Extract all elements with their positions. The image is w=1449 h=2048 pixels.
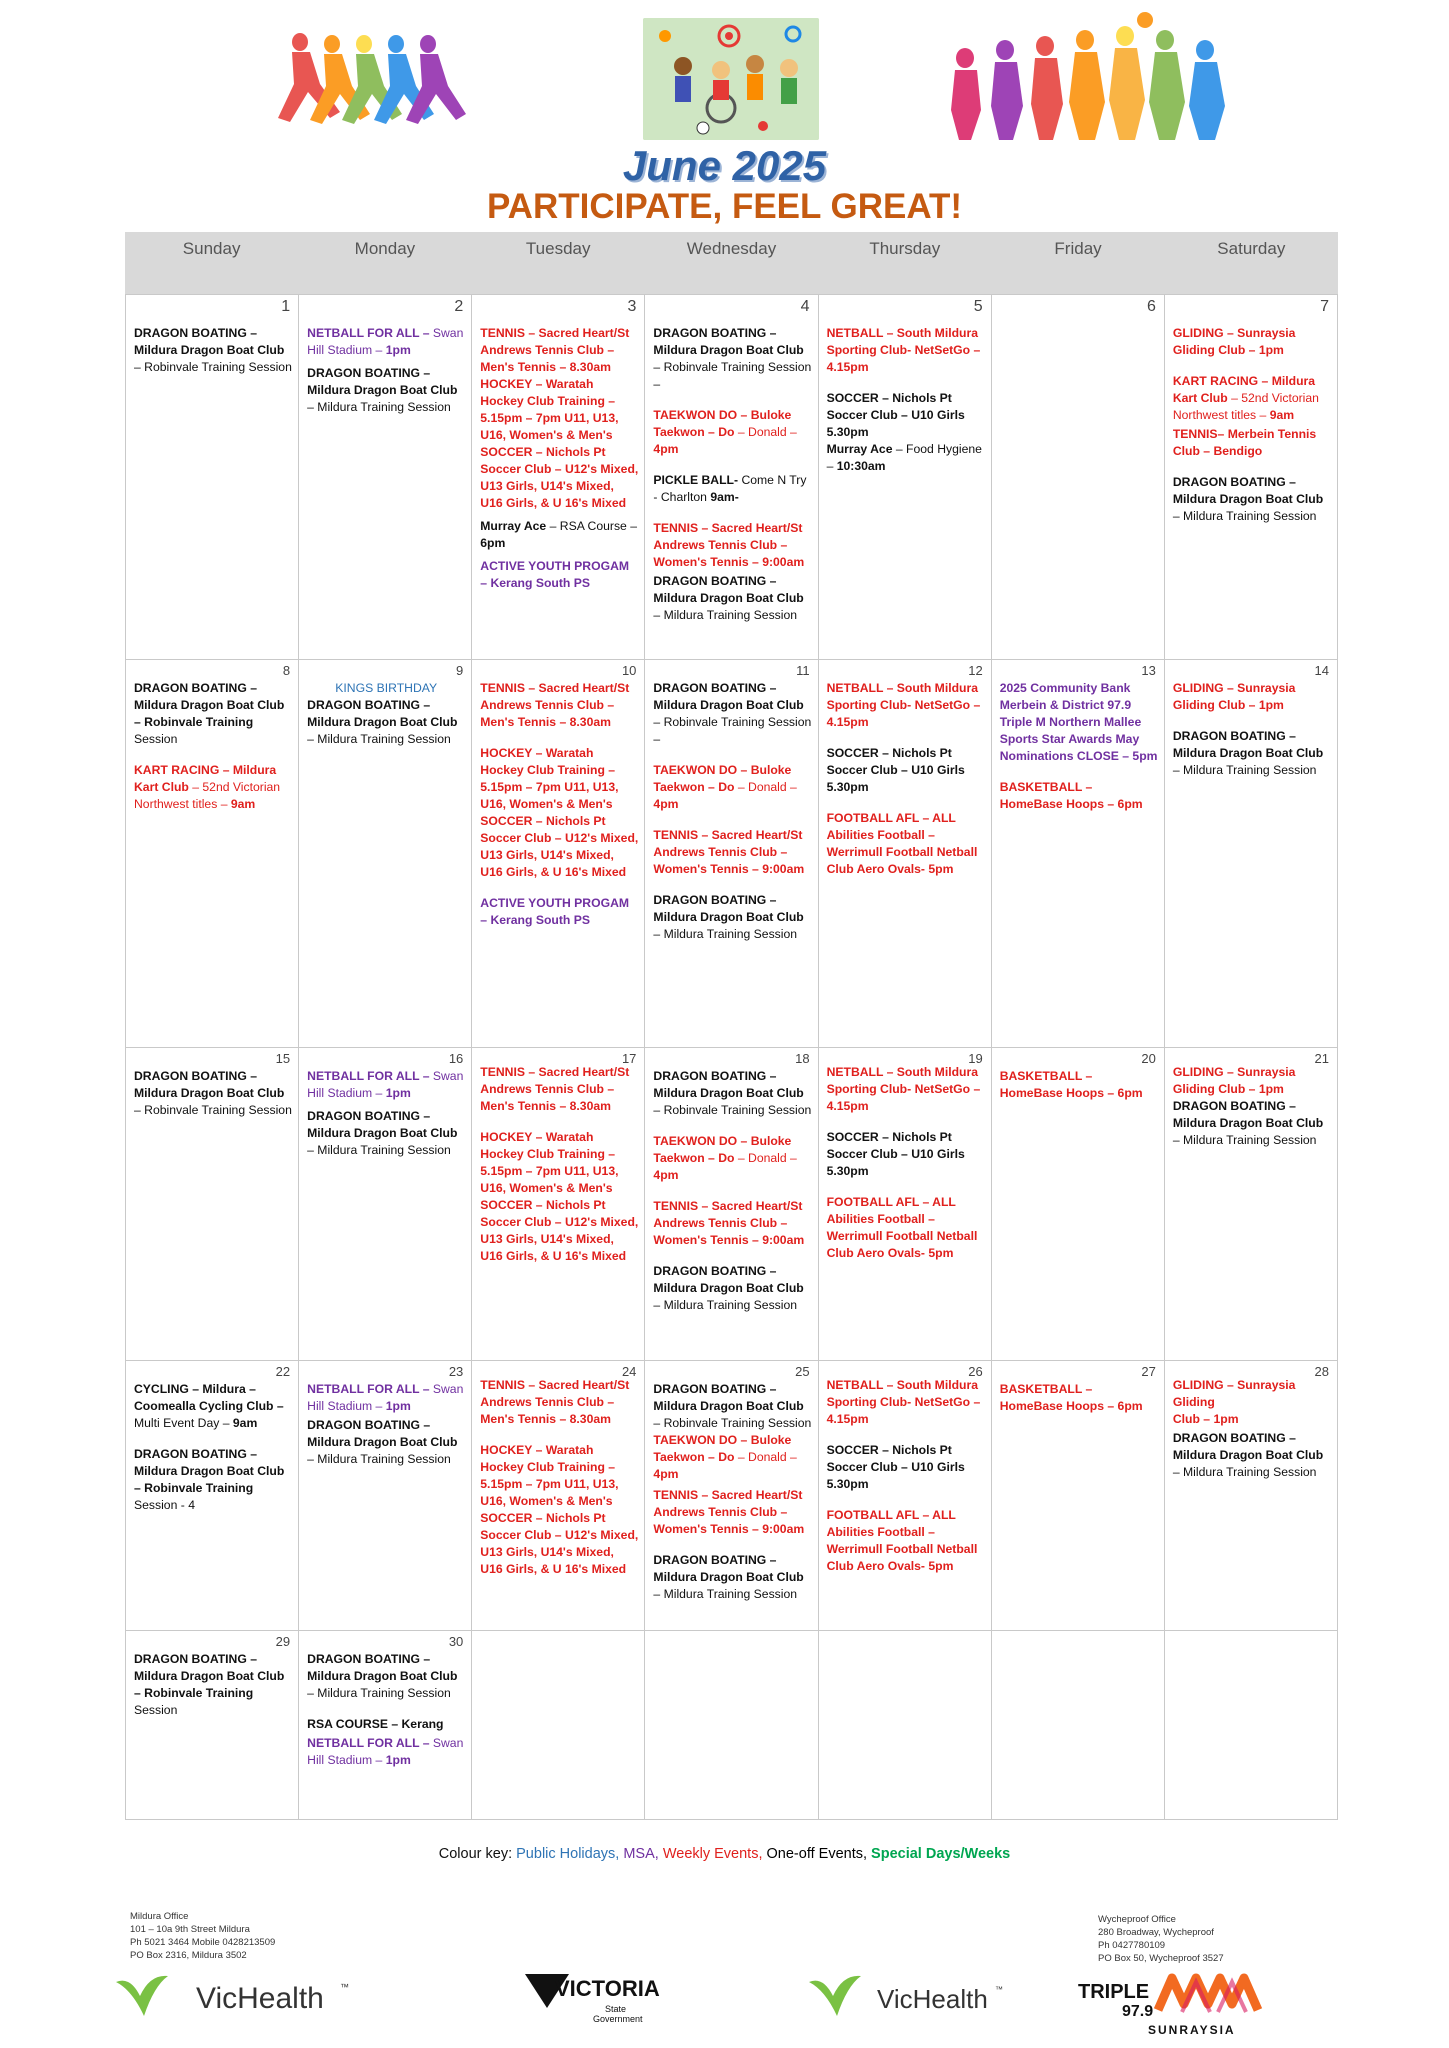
day-cell bbox=[991, 1048, 1164, 1360]
event: NETBALL FOR ALL – Swan Hill Stadium – 1pm bbox=[307, 1069, 464, 1100]
day-cell bbox=[644, 1048, 817, 1360]
day-cell bbox=[818, 295, 991, 659]
day-number: 12 bbox=[968, 663, 983, 678]
weekday-wednesday: Wednesday bbox=[686, 239, 777, 258]
vichealth-logo-2 bbox=[805, 1968, 1005, 2028]
key-msa: MSA, bbox=[619, 1846, 659, 1862]
svg-text:Government: Government bbox=[593, 2014, 643, 2024]
event: TENNIS – Sacred Heart/St Andrews Tennis Club – Women's Tennis – 9:00am bbox=[653, 1488, 805, 1536]
event: NETBALL – South Mildura Sporting Club- NetSetGo – 4.15pm bbox=[826, 326, 981, 374]
week-row bbox=[125, 659, 1338, 1047]
event: BASKETBALL – HomeBase Hoops – 6pm bbox=[999, 1382, 1143, 1413]
day-cell bbox=[991, 1361, 1164, 1630]
event: NETBALL FOR ALL – Swan Hill Stadium – 1pm bbox=[307, 326, 464, 357]
triple-m-sunraysia-logo bbox=[1078, 1968, 1303, 2038]
mildura-office-address: Mildura Office 101 – 10a 9th Street Mildura Ph 5021 3464 Mobile 0428213509 PO Box 2316, Mildura 3502 bbox=[130, 1911, 276, 1961]
event: FOOTBALL AFL – ALL Abilities Football – Werrimull Football Netball Club Aero Ovals- 5pm bbox=[826, 811, 978, 876]
event: GLIDING – Sunraysia Gliding Club – 1pm bbox=[1172, 681, 1296, 712]
weekday-sunday: Sunday bbox=[182, 239, 241, 258]
event: DRAGON BOATING – Mildura Dragon Boat Club – Mildura Training Session bbox=[307, 366, 458, 414]
event: DRAGON BOATING – Mildura Dragon Boat Club – Mildura Training Session bbox=[653, 1264, 804, 1312]
day-number: 15 bbox=[275, 1051, 291, 1066]
event: DRAGON BOATING – Mildura Dragon Boat Club – Mildura Training Session bbox=[307, 1652, 458, 1700]
day-cell bbox=[818, 1361, 991, 1630]
event: DRAGON BOATING – Mildura Dragon Boat Club – Mildura Training Session bbox=[307, 1109, 458, 1157]
event: FOOTBALL AFL – ALL Abilities Football – Werrimull Football Netball Club Aero Ovals- 5pm bbox=[826, 1508, 978, 1573]
event: Murray Ace – RSA Course – 6pm bbox=[480, 519, 637, 550]
day-cell bbox=[1164, 1048, 1338, 1360]
day-number: 17 bbox=[621, 1051, 637, 1066]
header bbox=[0, 0, 1449, 232]
event: SOCCER – Nichols Pt Soccer Club – U10 Girls 5.30pm bbox=[826, 391, 965, 439]
weekday-saturday: Saturday bbox=[1217, 239, 1286, 258]
day-cell bbox=[644, 1631, 817, 1819]
day-number: 26 bbox=[968, 1364, 983, 1379]
event: NETBALL FOR ALL – Swan Hill Stadium – 1pm bbox=[307, 1382, 464, 1413]
event: HOCKEY – Waratah Hockey Club Training – 5.15pm – 7pm U11, U13, U16, Women's & Men's SOCCER – Nichols Pt Soccer Club – U12's Mixed, U13 Girls, U14's Mixed, U16 Girls, & U 16's Mixed bbox=[480, 746, 639, 879]
svg-text:SUNRAYSIA: SUNRAYSIA bbox=[1148, 2023, 1236, 2037]
weekday-thursday: Thursday bbox=[869, 239, 941, 258]
event: DRAGON BOATING – Mildura Dragon Boat Club – Mildura Training Session bbox=[1172, 1099, 1324, 1147]
day-cell bbox=[298, 660, 471, 1047]
key-public-holidays: Public Holidays, bbox=[516, 1846, 620, 1862]
day-cell bbox=[298, 1361, 471, 1630]
event: GLIDING – Sunraysia Gliding Club – 1pm bbox=[1172, 326, 1296, 357]
day-number: 16 bbox=[448, 1051, 464, 1066]
week-row bbox=[125, 1360, 1338, 1630]
day-number: 8 bbox=[282, 663, 291, 678]
week-row bbox=[125, 294, 1338, 659]
event: KART RACING – Mildura Kart Club – 52nd Victorian Northwest titles – 9am bbox=[1172, 374, 1319, 422]
event: NETBALL – South Mildura Sporting Club- NetSetGo – 4.15pm bbox=[826, 1065, 981, 1113]
day-number: 23 bbox=[448, 1364, 464, 1379]
event: ACTIVE YOUTH PROGAM – Kerang South PS bbox=[480, 559, 630, 590]
day-number: 18 bbox=[795, 1051, 810, 1066]
colour-key bbox=[0, 1846, 1449, 1862]
day-number: 5 bbox=[973, 298, 983, 315]
event: TAEKWON DO – Buloke Taekwon – Do – Donald – 4pm bbox=[653, 1433, 797, 1481]
event: DRAGON BOATING – Mildura Dragon Boat Club – Mildura Training Session bbox=[653, 1553, 804, 1601]
event: SOCCER – Nichols Pt Soccer Club – U10 Girls 5.30pm bbox=[826, 1443, 965, 1491]
day-number: 4 bbox=[800, 298, 810, 315]
day-number: 28 bbox=[1314, 1364, 1329, 1379]
day-number: 13 bbox=[1141, 663, 1156, 678]
event: SOCCER – Nichols Pt Soccer Club – U12's Mixed, U13 Girls, U14's Mixed, U16 Girls, & U 16's Mixed bbox=[480, 445, 639, 510]
day-number: 24 bbox=[621, 1364, 637, 1379]
day-cell bbox=[125, 660, 298, 1047]
day-cell bbox=[644, 660, 817, 1047]
day-cell bbox=[644, 1361, 817, 1630]
event: TENNIS – Sacred Heart/St Andrews Tennis Club – Men's Tennis – 8.30am bbox=[480, 326, 630, 374]
event: DRAGON BOATING – Mildura Dragon Boat Club – Mildura Training Session bbox=[1172, 1431, 1324, 1479]
event: BASKETBALL – HomeBase Hoops – 6pm bbox=[999, 1069, 1143, 1100]
event: DRAGON BOATING – Mildura Dragon Boat Club – Robinvale Training Session – bbox=[653, 681, 812, 746]
event: DRAGON BOATING – Mildura Dragon Boat Club – Mildura Training Session bbox=[653, 893, 804, 941]
day-cell bbox=[1164, 660, 1338, 1047]
svg-text:™: ™ bbox=[995, 1985, 1003, 1994]
event: RSA COURSE – Kerang bbox=[307, 1717, 444, 1731]
event: TENNIS– Merbein Tennis Club – Bendigo bbox=[1172, 427, 1317, 458]
day-cell bbox=[471, 1361, 644, 1630]
event: TAEKWON DO – Buloke Taekwon – Do – Donald – 4pm bbox=[653, 763, 797, 811]
event: NETBALL FOR ALL – Swan Hill Stadium – 1pm bbox=[307, 1736, 464, 1767]
svg-text:VICTORIA: VICTORIA bbox=[555, 1976, 660, 2001]
event: TENNIS – Sacred Heart/St Andrews Tennis Club – Men's Tennis – 8.30am bbox=[480, 681, 630, 729]
day-cell bbox=[471, 295, 644, 659]
day-number: 11 bbox=[796, 663, 810, 678]
event: HOCKEY – Waratah Hockey Club Training – 5.15pm – 7pm U11, U13, U16, Women's & Men's SOCCER – Nichols Pt Soccer Club – U12's Mixed, U13 Girls, U14's Mixed, U16 Girls, & U 16's Mixed bbox=[480, 1130, 639, 1263]
event: SOCCER – Nichols Pt Soccer Club – U10 Girls 5.30pm bbox=[826, 746, 965, 794]
event: CYCLING – Mildura – Coomealla Cycling Club – Multi Event Day – 9am bbox=[134, 1382, 284, 1430]
day-cell bbox=[298, 1631, 471, 1819]
vichealth-logo bbox=[110, 1968, 360, 2028]
event: DRAGON BOATING – Mildura Dragon Boat Club – Mildura Training Session bbox=[653, 574, 804, 622]
event: TENNIS – Sacred Heart/St Andrews Tennis Club – Men's Tennis – 8.30am bbox=[480, 1378, 630, 1426]
event: GLIDING – Sunraysia Gliding Club – 1pm bbox=[1172, 1065, 1296, 1096]
day-cell bbox=[125, 1361, 298, 1630]
event: TENNIS – Sacred Heart/St Andrews Tennis Club – Women's Tennis – 9:00am bbox=[653, 828, 805, 876]
day-number: 3 bbox=[627, 298, 637, 315]
runners-silhouette-image bbox=[270, 22, 485, 152]
event: DRAGON BOATING – Mildura Dragon Boat Club – Robinvale Training Session bbox=[134, 1069, 292, 1117]
calendar bbox=[125, 232, 1338, 1825]
key-special-days: Special Days/Weeks bbox=[867, 1846, 1011, 1862]
svg-text:State: State bbox=[605, 2004, 627, 2014]
event: DRAGON BOATING – Mildura Dragon Boat Club – Robinvale Training Session - 4 bbox=[134, 1447, 285, 1512]
event: DRAGON BOATING – Mildura Dragon Boat Club – Robinvale Training Session bbox=[134, 681, 285, 746]
event: 2025 Community Bank Merbein & District 97.9 Triple M Northern Mallee Sports Star Awards May Nominations CLOSE – 5pm bbox=[999, 681, 1158, 763]
day-cell bbox=[471, 1048, 644, 1360]
slogan: PARTICIPATE, FEEL GREAT! bbox=[486, 187, 963, 226]
event: NETBALL – South Mildura Sporting Club- NetSetGo – 4.15pm bbox=[826, 1378, 981, 1426]
event: GLIDING – Sunraysia Gliding Club – 1pm bbox=[1172, 1378, 1296, 1426]
day-cell bbox=[818, 1048, 991, 1360]
event: KINGS BIRTHDAY bbox=[335, 681, 438, 695]
day-number: 14 bbox=[1314, 663, 1329, 678]
event: DRAGON BOATING – Mildura Dragon Boat Club – Mildura Training Session bbox=[1172, 729, 1324, 777]
day-number: 10 bbox=[621, 663, 637, 678]
key-one-off-events: One-off Events, bbox=[762, 1846, 868, 1862]
weekday-friday: Friday bbox=[1054, 239, 1102, 258]
colour-key-label: Colour key: bbox=[438, 1846, 517, 1862]
event: HOCKEY – Waratah Hockey Club Training – 5.15pm – 7pm U11, U13, U16, Women's & Men's SOCCER – Nichols Pt Soccer Club – U12's Mixed, U13 Girls, U14's Mixed, U16 Girls, & U 16's Mixed bbox=[480, 1443, 639, 1576]
event: NETBALL – South Mildura Sporting Club- NetSetGo – 4.15pm bbox=[826, 681, 981, 729]
day-cell bbox=[1164, 295, 1338, 659]
day-number: 7 bbox=[1320, 298, 1329, 315]
kids-sports-image bbox=[643, 18, 819, 140]
day-cell bbox=[471, 660, 644, 1047]
event: TENNIS – Sacred Heart/St Andrews Tennis Club – Men's Tennis – 8.30am bbox=[480, 1065, 630, 1113]
day-cell bbox=[991, 660, 1164, 1047]
day-number: 30 bbox=[448, 1634, 464, 1649]
event: DRAGON BOATING – Mildura Dragon Boat Club – Robinvale Training Session bbox=[653, 1069, 812, 1117]
day-cell bbox=[991, 295, 1164, 659]
event: TENNIS – Sacred Heart/St Andrews Tennis Club – Women's Tennis – 9:00am bbox=[653, 521, 805, 569]
svg-text:97.9: 97.9 bbox=[1122, 2003, 1154, 2020]
day-cell bbox=[125, 1631, 298, 1819]
day-number: 9 bbox=[456, 663, 464, 678]
day-number: 22 bbox=[275, 1364, 291, 1379]
event: TAEKWON DO – Buloke Taekwon – Do – Donald – 4pm bbox=[653, 1134, 797, 1182]
day-cell bbox=[471, 1631, 644, 1819]
wycheproof-office-address: Wycheproof Office 280 Broadway, Wycheproof Ph 0427780109 PO Box 50, Wycheproof 3527 bbox=[1098, 1914, 1224, 1964]
event: TENNIS – Sacred Heart/St Andrews Tennis Club – Women's Tennis – 9:00am bbox=[653, 1199, 805, 1247]
weekday-tuesday: Tuesday bbox=[525, 239, 591, 258]
key-weekly-events: Weekly Events, bbox=[658, 1846, 763, 1862]
day-number: 2 bbox=[454, 298, 464, 315]
day-number: 6 bbox=[1146, 298, 1156, 315]
event: DRAGON BOATING – Mildura Dragon Boat Club – Mildura Training Session bbox=[307, 1418, 458, 1466]
event: BASKETBALL – HomeBase Hoops – 6pm bbox=[999, 780, 1143, 811]
day-cell bbox=[125, 295, 298, 659]
month-title: June 2025 bbox=[622, 142, 827, 189]
day-number: 25 bbox=[795, 1364, 810, 1379]
event: DRAGON BOATING – Mildura Dragon Boat Club – Mildura Training Session bbox=[307, 698, 458, 746]
day-cell bbox=[644, 295, 817, 659]
day-number: 29 bbox=[275, 1634, 291, 1649]
day-cell bbox=[818, 1631, 991, 1819]
event: TAEKWON DO – Buloke Taekwon – Do – Donald – 4pm bbox=[653, 408, 797, 456]
weekday-header-row bbox=[125, 232, 1338, 294]
day-cell bbox=[125, 1048, 298, 1360]
event: ACTIVE YOUTH PROGAM – Kerang South PS bbox=[480, 896, 630, 927]
day-cell bbox=[298, 295, 471, 659]
svg-text:TRIPLE: TRIPLE bbox=[1078, 1981, 1150, 2003]
day-cell bbox=[1164, 1361, 1338, 1630]
event: DRAGON BOATING – Mildura Dragon Boat Club – Mildura Training Session bbox=[1172, 475, 1324, 523]
weekday-monday: Monday bbox=[354, 239, 416, 258]
event: DRAGON BOATING – Mildura Dragon Boat Club – Robinvale Training Session bbox=[653, 1382, 812, 1430]
day-cell bbox=[1164, 1631, 1338, 1819]
event: KART RACING – Mildura Kart Club – 52nd Victorian Northwest titles – 9am bbox=[134, 763, 281, 811]
svg-text:VicHealth: VicHealth bbox=[877, 1984, 988, 2014]
event: Murray Ace – Food Hygiene – 10:30am bbox=[826, 442, 982, 473]
event: PICKLE BALL- Come N Try - Charlton 9am- bbox=[653, 473, 807, 504]
day-number: 1 bbox=[281, 298, 291, 315]
day-number: 20 bbox=[1141, 1051, 1156, 1066]
day-number: 19 bbox=[968, 1051, 983, 1066]
day-cell bbox=[991, 1631, 1164, 1819]
day-cell bbox=[298, 1048, 471, 1360]
day-number: 21 bbox=[1314, 1051, 1329, 1066]
victoria-state-government-logo bbox=[525, 1968, 685, 2030]
event: DRAGON BOATING – Mildura Dragon Boat Club – Robinvale Training Session – bbox=[653, 326, 812, 391]
day-number: 27 bbox=[1141, 1364, 1156, 1379]
week-row bbox=[125, 1047, 1338, 1360]
svg-text:VicHealth: VicHealth bbox=[196, 1982, 324, 2015]
svg-text:™: ™ bbox=[340, 1982, 349, 1992]
event: SOCCER – Nichols Pt Soccer Club – U10 Girls 5.30pm bbox=[826, 1130, 965, 1178]
athletes-silhouette-image bbox=[945, 10, 1235, 145]
week-row bbox=[125, 1630, 1338, 1820]
day-cell bbox=[818, 660, 991, 1047]
event: FOOTBALL AFL – ALL Abilities Football – Werrimull Football Netball Club Aero Ovals- 5pm bbox=[826, 1195, 978, 1260]
event: HOCKEY – Waratah Hockey Club Training – 5.15pm – 7pm U11, U13, U16, Women's & Men's bbox=[480, 377, 619, 442]
event: DRAGON BOATING – Mildura Dragon Boat Club – Robinvale Training Session bbox=[134, 326, 292, 374]
event: DRAGON BOATING – Mildura Dragon Boat Club – Robinvale Training Session bbox=[134, 1652, 285, 1717]
